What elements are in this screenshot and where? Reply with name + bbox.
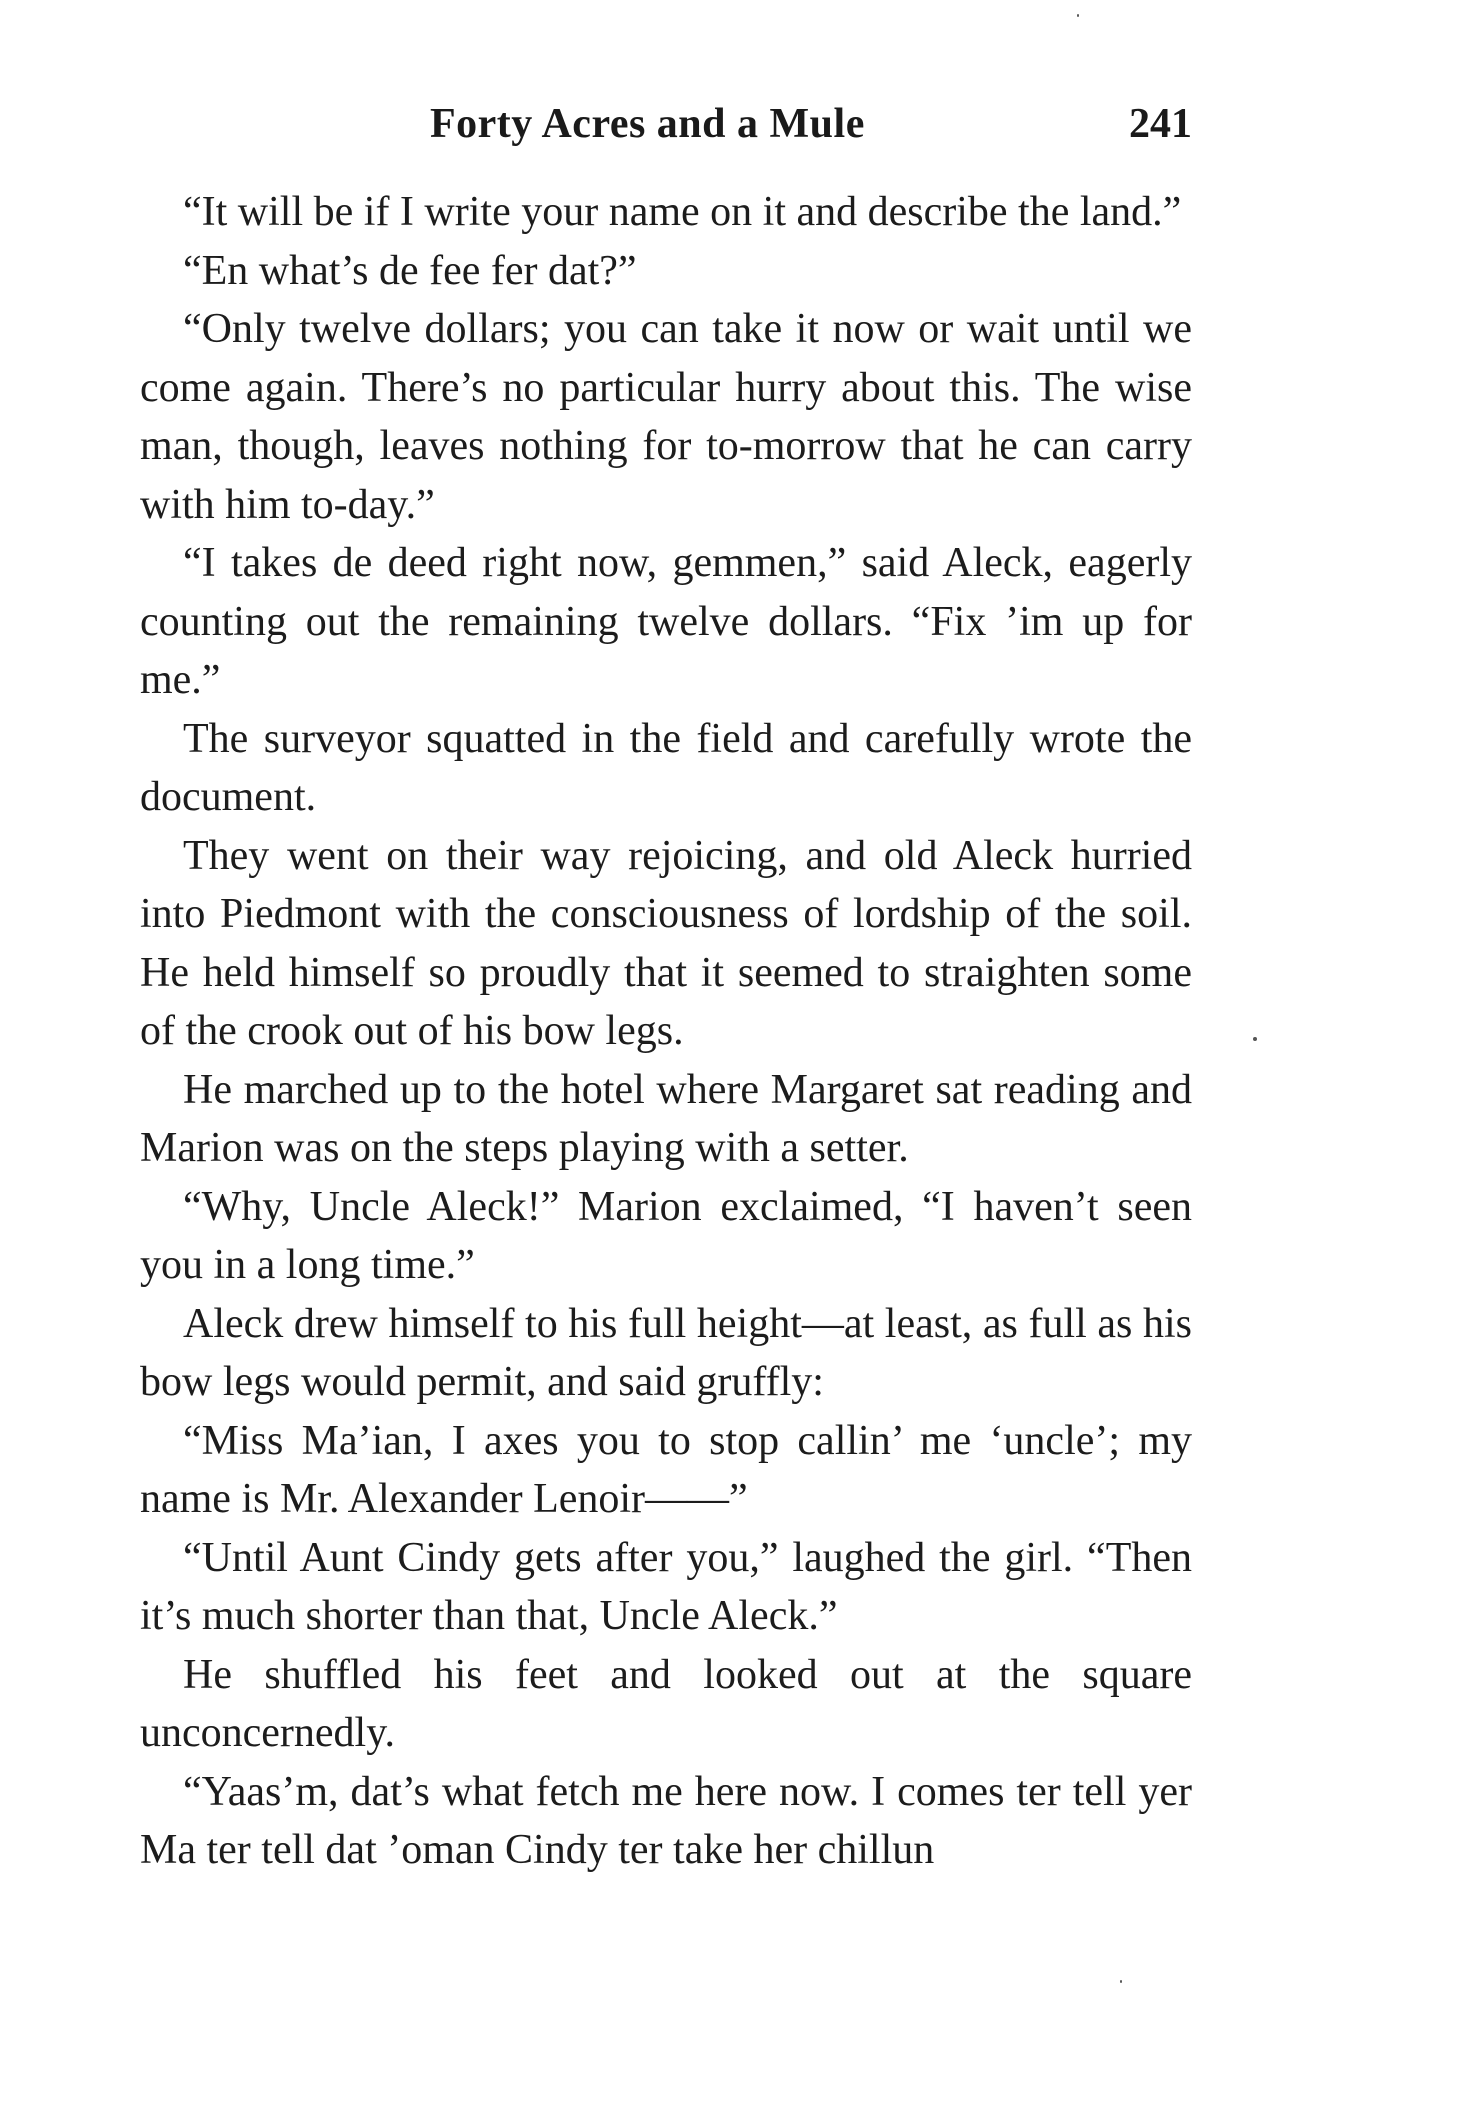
paragraph: “Why, Uncle Aleck!” Marion exclaimed, “I haven’t seen you in a long time.” [140, 1183, 1192, 1288]
paper-speck [1120, 1980, 1122, 1983]
paragraph: “Yaas’m, dat’s what fetch me here now. I comes ter tell yer Ma ter tell dat ’oman Cindy ter take her chillun [140, 1768, 1192, 1873]
paragraph: “It will be if I write your name on it and describe the land.” [183, 189, 1182, 235]
paragraph: The surveyor squatted in the field and carefully wrote the document. [140, 715, 1192, 820]
paragraph: “Only twelve dollars; you can take it now or wait until we come again. There’s no particular hurry about this. The wise man, though, leaves nothing for to-morrow that he can carry with him to-day.” [140, 306, 1192, 528]
paragraph: “Miss Ma’ian, I axes you to stop callin’ me ‘uncle’; my name is Mr. Alexander Lenoir——” [140, 1417, 1192, 1522]
paragraph: He shuffled his feet and looked out at the square unconcernedly. [140, 1651, 1192, 1756]
paragraph: “En what’s de fee fer dat?” [183, 247, 637, 294]
paragraph: Aleck drew himself to his full height—at least, as full as his bow legs would permit, and said gruffly: [140, 1300, 1192, 1405]
paper-speck [1253, 1037, 1257, 1041]
paragraph: “I takes de deed right now, gemmen,” said Aleck, eagerly counting out the remaining twelve dollars. “Fix ’im up for me.” [140, 540, 1192, 703]
page-number: 241 [1129, 101, 1192, 147]
running-title: Forty Acres and a Mule [430, 101, 865, 147]
body-text [140, 183, 1192, 1880]
paper-speck [1077, 14, 1079, 17]
page-header [140, 100, 1192, 160]
paragraph: They went on their way rejoicing, and old Aleck hurried into Piedmont with the consciousness of lordship of the soil. He held himself so proudly that it seemed to straighten some of the crook out of his bow legs. [140, 832, 1192, 1054]
paragraph: “Until Aunt Cindy gets after you,” laughed the girl. “Then it’s much shorter than that, Uncle Aleck.” [140, 1534, 1192, 1639]
paragraph: He marched up to the hotel where Margaret sat reading and Marion was on the steps playing with a setter. [140, 1066, 1192, 1171]
